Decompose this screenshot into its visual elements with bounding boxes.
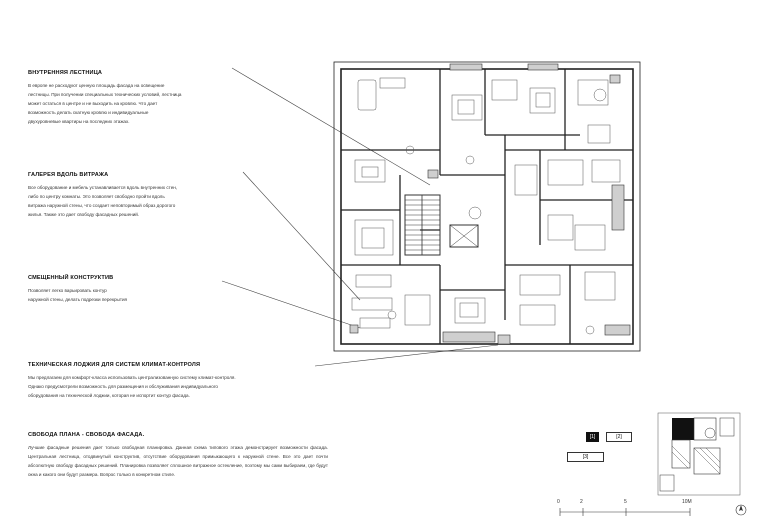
note-line: наружной стены, делать подрезки перекрытия [28,296,128,302]
note-line: Все оборудование и мебель устанавливается вдоль внутренних стен, [28,185,178,190]
note-line: Лучшие фасадные решения дает только свободная планировка. Данная схема типового этажа [28,445,243,450]
key-plan [658,413,740,495]
note-line: Однако предусмотрели возможность для размещения и обслуживания индивидуального [28,383,218,389]
note-line: двухуровневые квартиры на последних этажах. [28,118,130,124]
note-line: свободу фасадных решений. Планировка позволяет сплошное витражное остекление, поэтому [55,462,263,468]
note-line: стиле. [161,471,176,477]
scale-label-10m: 10M [682,499,692,505]
key-plan-highlight [672,418,694,440]
note-title: СВОБОДА ПЛАНА - СВОБОДА ФАСАДА. [28,432,145,438]
section-2-button[interactable]: [2] [606,432,632,442]
section-3-button[interactable]: [3] [567,452,604,462]
scale-bar [560,508,690,516]
north-arrow-icon [736,505,746,515]
scale-label-2: 2 [580,499,583,505]
note-line: лестницы. При получении специальных технических условий, лестница [28,91,182,97]
note-title: ТЕХНИЧЕСКАЯ ЛОДЖИЯ ДЛЯ СИСТЕМ КЛИМАТ-КОНТРОЛЯ [28,362,201,368]
note-title: СМЕЩЕННЫЙ КОНСТРУКТИВ [28,275,114,281]
leader-line-loggia [315,345,498,366]
note-title: ВНУТРЕННЯЯ ЛЕСТНИЦА [28,70,103,76]
note-line: мы сами выбираем, где будут окна и какого они будут размера. Вопрос только в конкретном [28,462,329,477]
note-line: оборудования на технической лоджии, которая не испортит контур фасада. [28,392,190,398]
interior-walls [341,69,633,344]
scale-label-5: 5 [624,499,627,505]
note-line: демонстрирует возможности фасада. Центральная лестница, отодвинутый конструктив, [28,445,328,459]
building-outline [334,62,640,351]
note-line: В европе не расходуют ценную площадь фасада на освещение [28,83,165,88]
note-title: ГАЛЕРЕЯ ВДОЛЬ ВИТРАЖА [28,172,109,178]
stair-core [405,195,478,255]
section-1-button[interactable]: [1] [586,432,599,442]
furniture [352,78,620,334]
note-line: витража наружной стены, что создает неповторимый образ дорогого [28,202,176,208]
note-line: может остаться в центре и не выходить на кровлю. Что дает [28,100,158,106]
leader-line-structure [222,281,360,328]
note-line: Мы предлагаем для комфорт-класса использовать централизованную систему климат-контроля. [28,375,236,380]
note-line: либо по центру комнаты. Это позволяет свободно пройти вдоль [28,193,165,199]
scale-label-0: 0 [557,499,560,505]
note-line: жилья. Также это дает свободу фасадных решений. [28,211,140,217]
note-line: Позволяет легко варьировать контур [28,288,107,293]
note-line: возможность делать скатную кровлю и индивидуальные [28,109,149,115]
note-line: отсутствие оборудования примыкающего к наружной стене. Все это дает почти абсолютную [28,453,328,468]
leader-line-stair [232,68,430,185]
leader-line-gallery [243,172,360,300]
